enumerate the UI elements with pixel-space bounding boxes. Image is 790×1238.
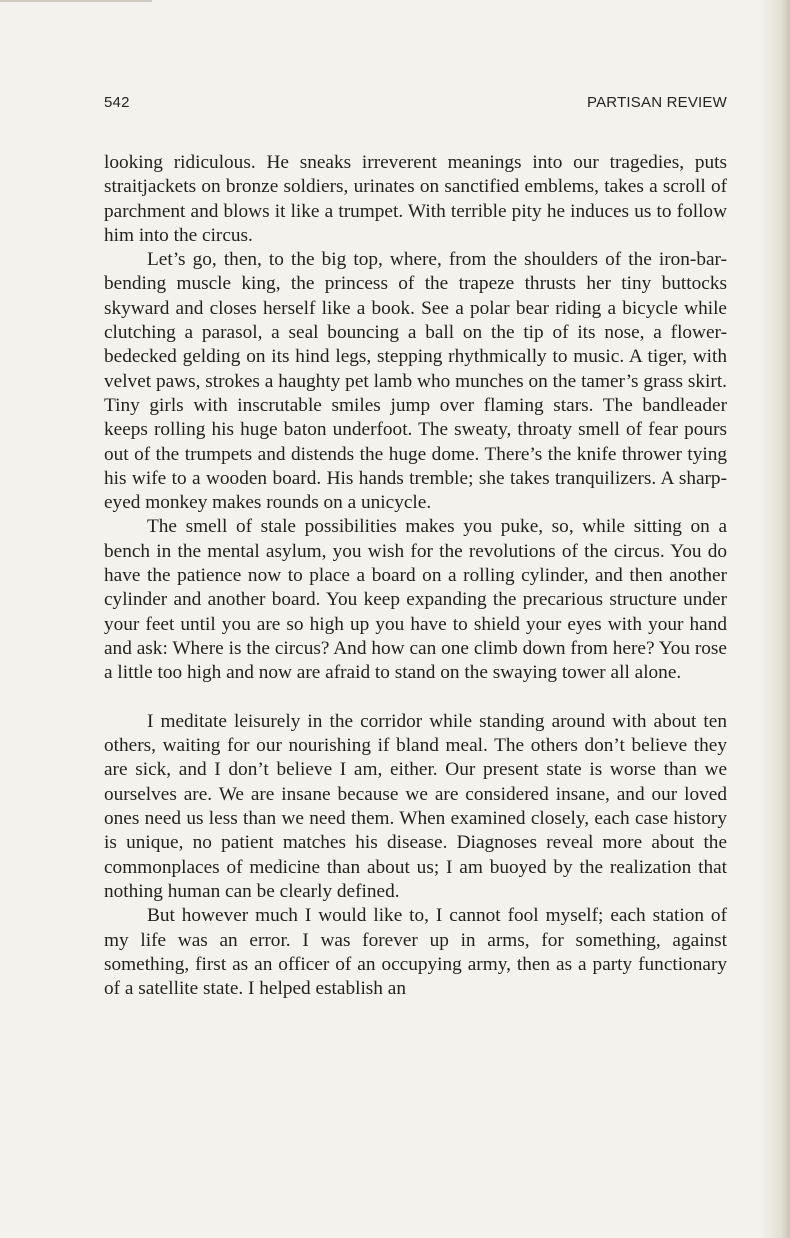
paragraph-continuation: looking ridiculous. He sneaks irreverent meanings into our tragedies, puts straitjackets on bronze soldiers, urinates on sanctified emblems, takes a scroll of parchment and blows it like a trumpet. With terrible pity he induces us to follow him into the circus. bbox=[104, 152, 727, 246]
paragraph-corridor: I meditate leisurely in the corridor while standing around with about ten others, waiting for our nourishing if bland meal. The others don’t believe they are sick, and I don’t believe I am, either. Our present state is worse than we ourselves are. We are insane because we are considered insane, and our loved ones need us less than we need them. When examined closely, each case history is unique, no patient matches his disease. Diagnoses reveal more about the commonplaces of medicine than about us; I am buoyed by the realization that nothing human can be clearly defined. bbox=[104, 710, 727, 902]
paragraph-stale-possibilities: The smell of stale possibilities makes you puke, so, while sitting on a bench in the mental asylum, you wish for the revolutions of the circus. You do have the patience now to place a board on a rolling cylinder, and then another cylinder and another board. You keep expanding the precarious structure under your feet until you are so high up you have to shield your eyes with your hand and ask: Where is the circus? And how can one climb down from here? You rose a little too high and now are afraid to stand on the swaying tower all alone. bbox=[104, 516, 727, 684]
page-number: 542 bbox=[104, 94, 130, 111]
running-title: PARTISAN REVIEW bbox=[587, 94, 727, 111]
body-text bbox=[104, 151, 727, 1001]
paragraph-big-top: Let’s go, then, to the big top, where, from the shoulders of the iron-bar-bending muscle king, the princess of the trapeze thrusts her tiny buttocks skyward and closes herself like a book. See a polar bear riding a bicycle while clutching a parasol, a seal bouncing a ball on the tip of its nose, a flower-bedecked gelding on its hind legs, stepping rhythmically to music. A tiger, with velvet paws, strokes a haughty pet lamb who munches on the tamer’s grass skirt. Tiny girls with inscrutable smiles jump over flaming stars. The bandleader keeps rolling his huge baton underfoot. The sweaty, throaty smell of fear pours out of the trumpets and distends the huge dome. There’s the knife thrower tying his wife to a wooden board. His hands tremble; she takes tranquilizers. A sharp-eyed monkey makes rounds on a unicycle. bbox=[104, 249, 727, 514]
scan-edge-rule bbox=[0, 0, 152, 2]
paragraph-station-error: But however much I would like to, I cannot fool myself; each station of my life was an error. I was forever up in arms, for something, against something, first as an officer of an occupying army, then as a party functionary of a satellite state. I helped establish an bbox=[104, 905, 727, 1000]
scan-edge-shadow bbox=[760, 0, 790, 1238]
